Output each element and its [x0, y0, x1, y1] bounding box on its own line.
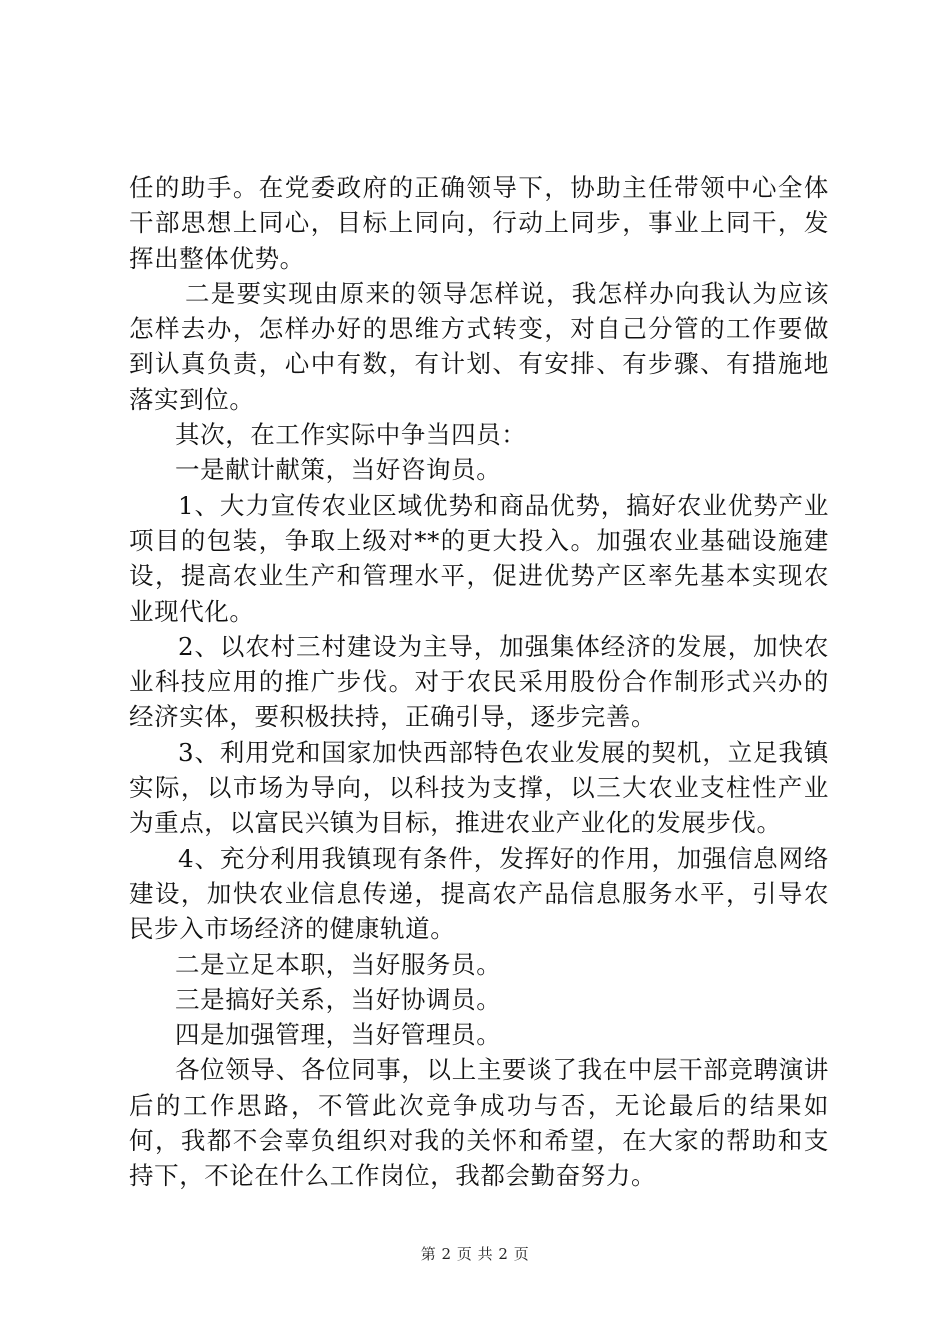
paragraph-role-manager: 四是加强管理，当好管理员。: [175, 1020, 502, 1050]
paragraph-item-1: 1、大力宣传农业区域优势和商品优势，搞好农业优势产业项目的包装，争取上级对**的更大投入。加强农业基础设施建设，提高农业生产和管理水平，促进优势产区率先基本实现农业现代化。: [129, 490, 829, 626]
paragraph-item-3: 3、利用党和国家加快西部特色农业发展的契机，立足我镇实际，以市场为导向，以科技为支撑，以三大农业支柱性产业为重点，以富民兴镇为目标，推进农业产业化的发展步伐。: [129, 737, 829, 838]
document-body: [129, 170, 829, 1194]
paragraph-item-2: 2、以农村三村建设为主导，加强集体经济的发展，加快农业科技应用的推广步伐。对于农民采用股份合作制形式兴办的经济实体，要积极扶持，正确引导，逐步完善。: [129, 631, 829, 732]
page-number-footer: 第 2 页 共 2 页: [420, 1245, 530, 1263]
paragraph-item-4: 4、充分利用我镇现有条件，发挥好的作用，加强信息网络建设，加快农业信息传递，提高农产品信息服务水平，引导农民步入市场经济的健康轨道。: [129, 843, 829, 944]
paragraph-role-coordinator: 三是搞好关系，当好协调员。: [175, 984, 502, 1014]
paragraph-role-service: 二是立足本职，当好服务员。: [175, 949, 502, 979]
paragraph-closing: 各位领导、各位同事，以上主要谈了我在中层干部竞聘演讲后的工作思路，不管此次竞争成功与否，无论最后的结果如何，我都不会辜负组织对我的关怀和希望，在大家的帮助和支持下，不论在什么工作岗位，我都会勤奋努力。: [129, 1055, 829, 1191]
paragraph-four-roles-intro: 其次，在工作实际中争当四员：: [175, 420, 527, 450]
paragraph-role-consultant: 一是献计献策，当好咨询员。: [175, 455, 502, 485]
paragraph-second-point: 二是要实现由原来的领导怎样说，我怎样办向我认为应该怎样去办，怎样办好的思维方式转变，对自己分管的工作要做到认真负责，心中有数，有计划、有安排、有步骤、有措施地落实到位。: [129, 278, 829, 414]
paragraph-continuation: 任的助手。在党委政府的正确领导下，协助主任带领中心全体干部思想上同心，目标上同向，行动上同步，事业上同干，发挥出整体优势。: [129, 173, 829, 273]
